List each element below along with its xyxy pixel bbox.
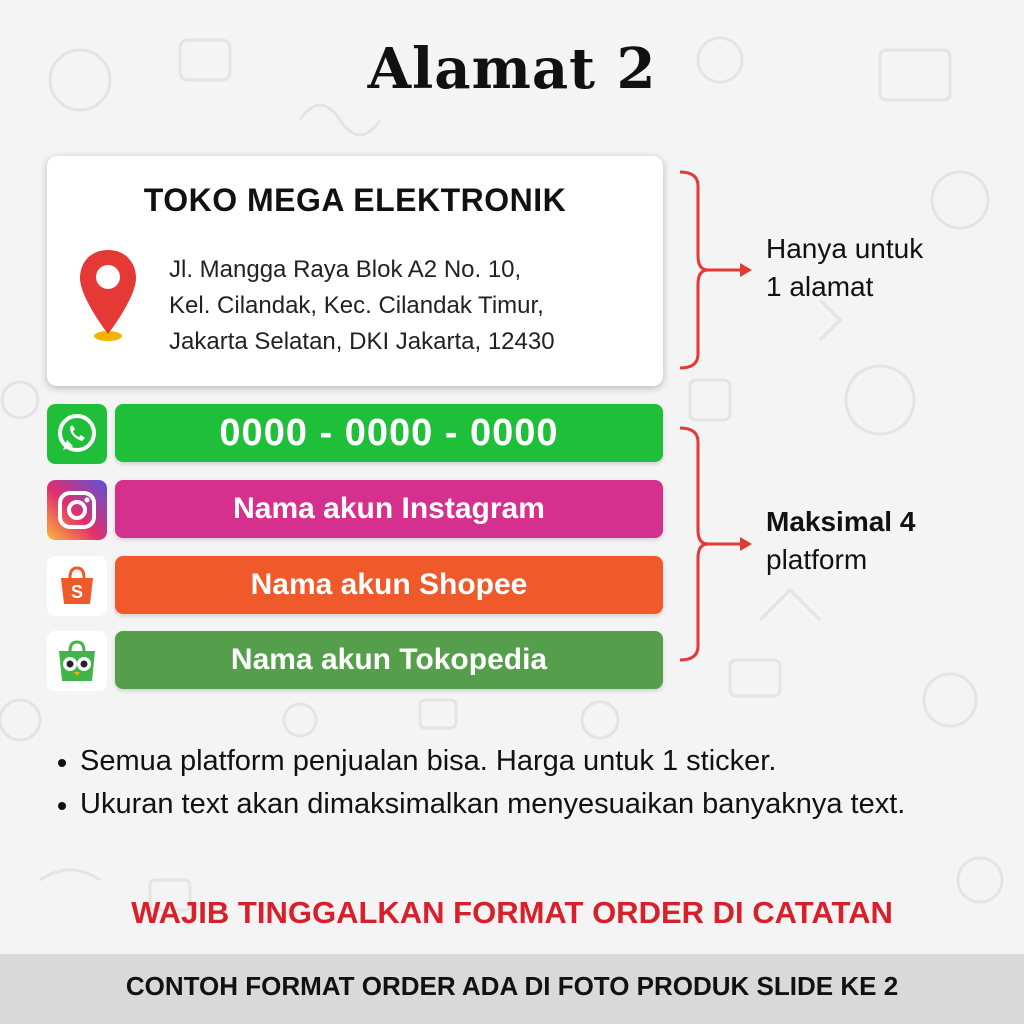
platform-row-shopee (47, 556, 663, 616)
bullet-item: Semua platform penjualan bisa. Harga untuk 1 sticker. (52, 740, 972, 783)
platform-note-bold: Maksimal 4 (766, 506, 916, 537)
instagram-account-bar: Nama akun Instagram (115, 480, 663, 538)
location-pin-icon (77, 248, 139, 344)
address-note-line: 1 alamat (766, 271, 874, 302)
address-card (47, 156, 663, 386)
platform-row-tokopedia (47, 631, 663, 691)
shopee-account-bar: Nama akun Shopee (115, 556, 663, 614)
address-note-line: Hanya untuk (766, 233, 924, 264)
tokopedia-account-bar: Nama akun Tokopedia (115, 631, 663, 689)
footer-text: CONTOH FORMAT ORDER ADA DI FOTO PRODUK SLIDE KE 2 (125, 971, 899, 1001)
footer-banner (0, 954, 1024, 1024)
platform-row-instagram (47, 480, 663, 540)
address-lines (169, 252, 555, 360)
whatsapp-number-bar: 0000 - 0000 - 0000 (115, 404, 663, 462)
address-line: Jakarta Selatan, DKI Jakarta, 12430 (169, 328, 555, 355)
instagram-icon (47, 480, 107, 540)
whatsapp-icon (47, 404, 107, 464)
address-note (766, 230, 923, 306)
page-title: Alamat 2 (367, 36, 657, 102)
store-name: TOKO MEGA ELEKTRONIK (143, 182, 567, 218)
warning-text: WAJIB TINGGALKAN FORMAT ORDER DI CATATAN (131, 895, 893, 930)
info-bullets (52, 740, 972, 826)
bullet-item: Ukuran text akan dimaksimalkan menyesuaikan banyaknya text. (52, 783, 972, 826)
platform-note (766, 503, 915, 579)
tokopedia-icon (47, 631, 107, 691)
address-line: Jl. Mangga Raya Blok A2 No. 10, (169, 256, 522, 283)
shopee-icon (47, 556, 107, 616)
platform-row-whatsapp (47, 404, 663, 464)
svg-text:S: S (70, 582, 84, 602)
address-line: Kel. Cilandak, Kec. Cilandak Timur, (169, 292, 544, 319)
platform-note-line: platform (766, 544, 868, 575)
platform-bracket-arrow (676, 424, 756, 664)
address-bracket-arrow (676, 168, 756, 374)
